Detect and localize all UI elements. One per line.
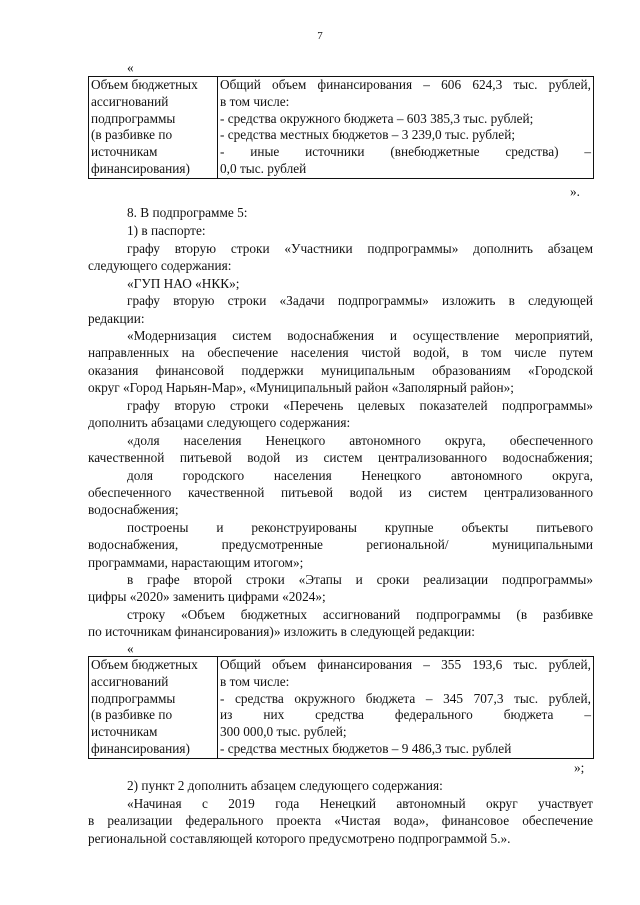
table2-label-line: источникам (91, 724, 158, 740)
table1-value-line: в том числе: (220, 93, 290, 109)
body-line: доля городского населения Ненецкого автономного округа, (127, 468, 593, 483)
body-line: редакции: (88, 311, 145, 326)
body-line: 8. В подпрограмме 5: (127, 205, 248, 220)
closing-quote-1: ». (570, 184, 580, 199)
table2-label-line: подпрограммы (91, 690, 176, 706)
funding-table-1 (88, 76, 594, 179)
table1-label-line: Объем бюджетных (91, 77, 198, 92)
body-line: следующего содержания: (88, 258, 232, 273)
table2-value-line: - средства окружного бюджета – 345 707,3 тыс. рублей, (220, 690, 591, 706)
body-line: направленных на обеспечение населения чистой водой, в том числе путем (88, 345, 593, 360)
page-number: 7 (317, 30, 323, 42)
table2-value-line: из них средства федерального бюджета – (220, 707, 591, 723)
closing-quote-2: »; (574, 760, 585, 775)
body-line: дополнить абзацами следующего содержания: (88, 415, 351, 430)
body-line: качественной питьевой водой из систем централизованного водоснабжения; (88, 450, 593, 465)
table1-label-line: ассигнований (91, 93, 169, 109)
body-line: цифры «2020» заменить цифрами «2024»; (88, 589, 326, 604)
table1-value-line: 0,0 тыс. рублей (220, 160, 307, 176)
table1-value-line: Общий объем финансирования – 606 624,3 тыс. рублей, (220, 77, 591, 92)
table2-label-line: ассигнований (91, 673, 169, 689)
table2-value-cell (218, 657, 594, 759)
table2-value-line: Общий объем финансирования – 355 193,6 тыс. рублей, (220, 657, 591, 672)
body-line: графу вторую строки «Участники подпрограммы» дополнить абзацем (127, 241, 593, 256)
body-line: обеспеченного качественной питьевой водой из систем централизованного (88, 485, 593, 500)
bottom-line: в реализации федерального проекта «Чистая вода», финансовое обеспечение (88, 813, 593, 828)
body-line: округ «Город Нарьян-Мар», «Муниципальный район «Заполярный район»; (88, 380, 514, 395)
body-line: в графе второй строки «Этапы и сроки реализации подпрограммы» (127, 572, 593, 587)
body-line: по источникам финансирования)» изложить в следующей редакции: (88, 624, 475, 639)
opening-quote-2: « (127, 641, 134, 656)
bottom-line: «Начиная с 2019 года Ненецкий автономный округ участвует (127, 796, 593, 811)
body-line: «доля населения Ненецкого автономного округа, обеспеченного (127, 433, 593, 448)
table2-value-line: - средства местных бюджетов – 9 486,3 тыс. рублей (220, 740, 512, 756)
table1-value-line: - средства окружного бюджета – 603 385,3 тыс. рублей; (220, 110, 534, 126)
table1-label-line: источникам (91, 144, 158, 160)
table2-label-cell (89, 657, 218, 759)
body-line: водоснабжения; (88, 502, 179, 517)
table2-value-line: 300 000,0 тыс. рублей; (220, 724, 347, 740)
body-line: графу вторую строки «Задачи подпрограммы» изложить в следующей (127, 293, 593, 308)
body-line: 1) в паспорте: (127, 223, 206, 238)
body-line: строку «Объем бюджетных ассигнований подпрограммы (в разбивке (127, 607, 593, 622)
body-line: водоснабжения, предусмотренные региональной/ муниципальными (88, 537, 593, 552)
body-line: «ГУП НАО «НКК»; (127, 276, 240, 291)
table1-label-cell (89, 77, 218, 179)
body-line: «Модернизация систем водоснабжения и осуществление мероприятий, (127, 328, 593, 343)
table1-value-cell (218, 77, 594, 179)
table2-label-line: Объем бюджетных (91, 657, 198, 672)
table1-label-line: (в разбивке по (91, 127, 173, 143)
opening-quote: « (127, 60, 134, 75)
table1-value-line: - средства местных бюджетов – 3 239,0 тыс. рублей; (220, 127, 516, 143)
bottom-line: 2) пункт 2 дополнить абзацем следующего содержания: (127, 778, 443, 793)
funding-table-2 (88, 656, 594, 759)
bottom-line: региональной составляющей которого предусмотрено подпрограммой 5.». (88, 831, 511, 846)
table1-label-line: подпрограммы (91, 110, 176, 126)
table1-value-line: - иные источники (внебюджетные средства) – (220, 144, 591, 160)
table1-label-line: финансирования) (91, 160, 190, 176)
table2-label-line: финансирования) (91, 740, 190, 756)
table2-value-line: в том числе: (220, 673, 290, 689)
body-line: построены и реконструированы крупные объекты питьевого (127, 520, 593, 535)
body-line: оказания финансовой поддержки муниципальным образованиям «Городской (88, 363, 593, 378)
body-line: графу вторую строки «Перечень целевых показателей подпрограммы» (127, 398, 593, 413)
body-line: программами, нарастающим итогом»; (88, 555, 304, 570)
table2-label-line: (в разбивке по (91, 707, 173, 723)
